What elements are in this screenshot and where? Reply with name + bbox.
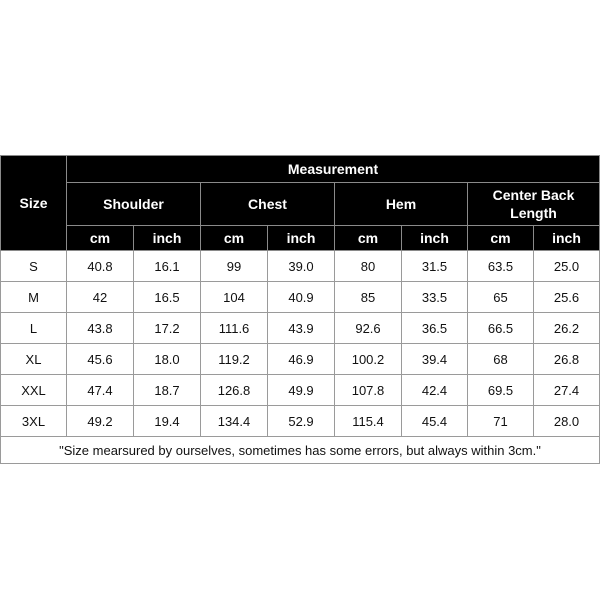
value-cell: 66.5	[468, 313, 534, 344]
size-column-header: Size	[1, 156, 67, 251]
table-row	[1, 251, 600, 282]
table-row	[1, 282, 600, 313]
value-cell: 18.7	[134, 375, 201, 406]
value-cell: 25.6	[534, 282, 600, 313]
note-row	[1, 437, 600, 464]
shoulder-header: Shoulder	[67, 183, 201, 226]
value-cell: 49.9	[268, 375, 335, 406]
value-cell: 49.2	[67, 406, 134, 437]
unit-header: cm	[468, 226, 534, 251]
value-cell: 36.5	[402, 313, 468, 344]
value-cell: 31.5	[402, 251, 468, 282]
unit-header: inch	[268, 226, 335, 251]
unit-header: inch	[402, 226, 468, 251]
value-cell: 17.2	[134, 313, 201, 344]
value-cell: 69.5	[468, 375, 534, 406]
value-cell: 25.0	[534, 251, 600, 282]
value-cell: 19.4	[134, 406, 201, 437]
value-cell: 134.4	[201, 406, 268, 437]
chest-header: Chest	[201, 183, 335, 226]
value-cell: 100.2	[335, 344, 402, 375]
value-cell: 27.4	[534, 375, 600, 406]
value-cell: 42.4	[402, 375, 468, 406]
unit-header: cm	[201, 226, 268, 251]
value-cell: 52.9	[268, 406, 335, 437]
value-cell: 40.8	[67, 251, 134, 282]
value-cell: 80	[335, 251, 402, 282]
value-cell: 46.9	[268, 344, 335, 375]
unit-header: cm	[67, 226, 134, 251]
hem-header: Hem	[335, 183, 468, 226]
value-cell: 47.4	[67, 375, 134, 406]
value-cell: 99	[201, 251, 268, 282]
value-cell: 43.8	[67, 313, 134, 344]
size-cell: 3XL	[1, 406, 67, 437]
center-back-length-header: Center Back Length	[468, 183, 600, 226]
size-cell: M	[1, 282, 67, 313]
measurement-header: Measurement	[67, 156, 600, 183]
value-cell: 45.6	[67, 344, 134, 375]
size-cell: XXL	[1, 375, 67, 406]
value-cell: 71	[468, 406, 534, 437]
value-cell: 65	[468, 282, 534, 313]
value-cell: 111.6	[201, 313, 268, 344]
value-cell: 18.0	[134, 344, 201, 375]
value-cell: 40.9	[268, 282, 335, 313]
value-cell: 85	[335, 282, 402, 313]
measurement-note: "Size mearsured by ourselves, sometimes has some errors, but always within 3cm."	[1, 437, 600, 464]
value-cell: 26.8	[534, 344, 600, 375]
value-cell: 42	[67, 282, 134, 313]
table-row	[1, 313, 600, 344]
table-row	[1, 406, 600, 437]
value-cell: 16.1	[134, 251, 201, 282]
table-row	[1, 375, 600, 406]
value-cell: 115.4	[335, 406, 402, 437]
value-cell: 107.8	[335, 375, 402, 406]
value-cell: 45.4	[402, 406, 468, 437]
unit-header: inch	[534, 226, 600, 251]
value-cell: 104	[201, 282, 268, 313]
size-cell: S	[1, 251, 67, 282]
value-cell: 33.5	[402, 282, 468, 313]
value-cell: 39.4	[402, 344, 468, 375]
value-cell: 68	[468, 344, 534, 375]
value-cell: 92.6	[335, 313, 402, 344]
value-cell: 26.2	[534, 313, 600, 344]
value-cell: 28.0	[534, 406, 600, 437]
value-cell: 43.9	[268, 313, 335, 344]
unit-header: inch	[134, 226, 201, 251]
value-cell: 126.8	[201, 375, 268, 406]
size-chart-table	[0, 155, 600, 464]
value-cell: 63.5	[468, 251, 534, 282]
size-cell: XL	[1, 344, 67, 375]
table-row	[1, 344, 600, 375]
value-cell: 39.0	[268, 251, 335, 282]
unit-header: cm	[335, 226, 402, 251]
value-cell: 119.2	[201, 344, 268, 375]
value-cell: 16.5	[134, 282, 201, 313]
size-cell: L	[1, 313, 67, 344]
